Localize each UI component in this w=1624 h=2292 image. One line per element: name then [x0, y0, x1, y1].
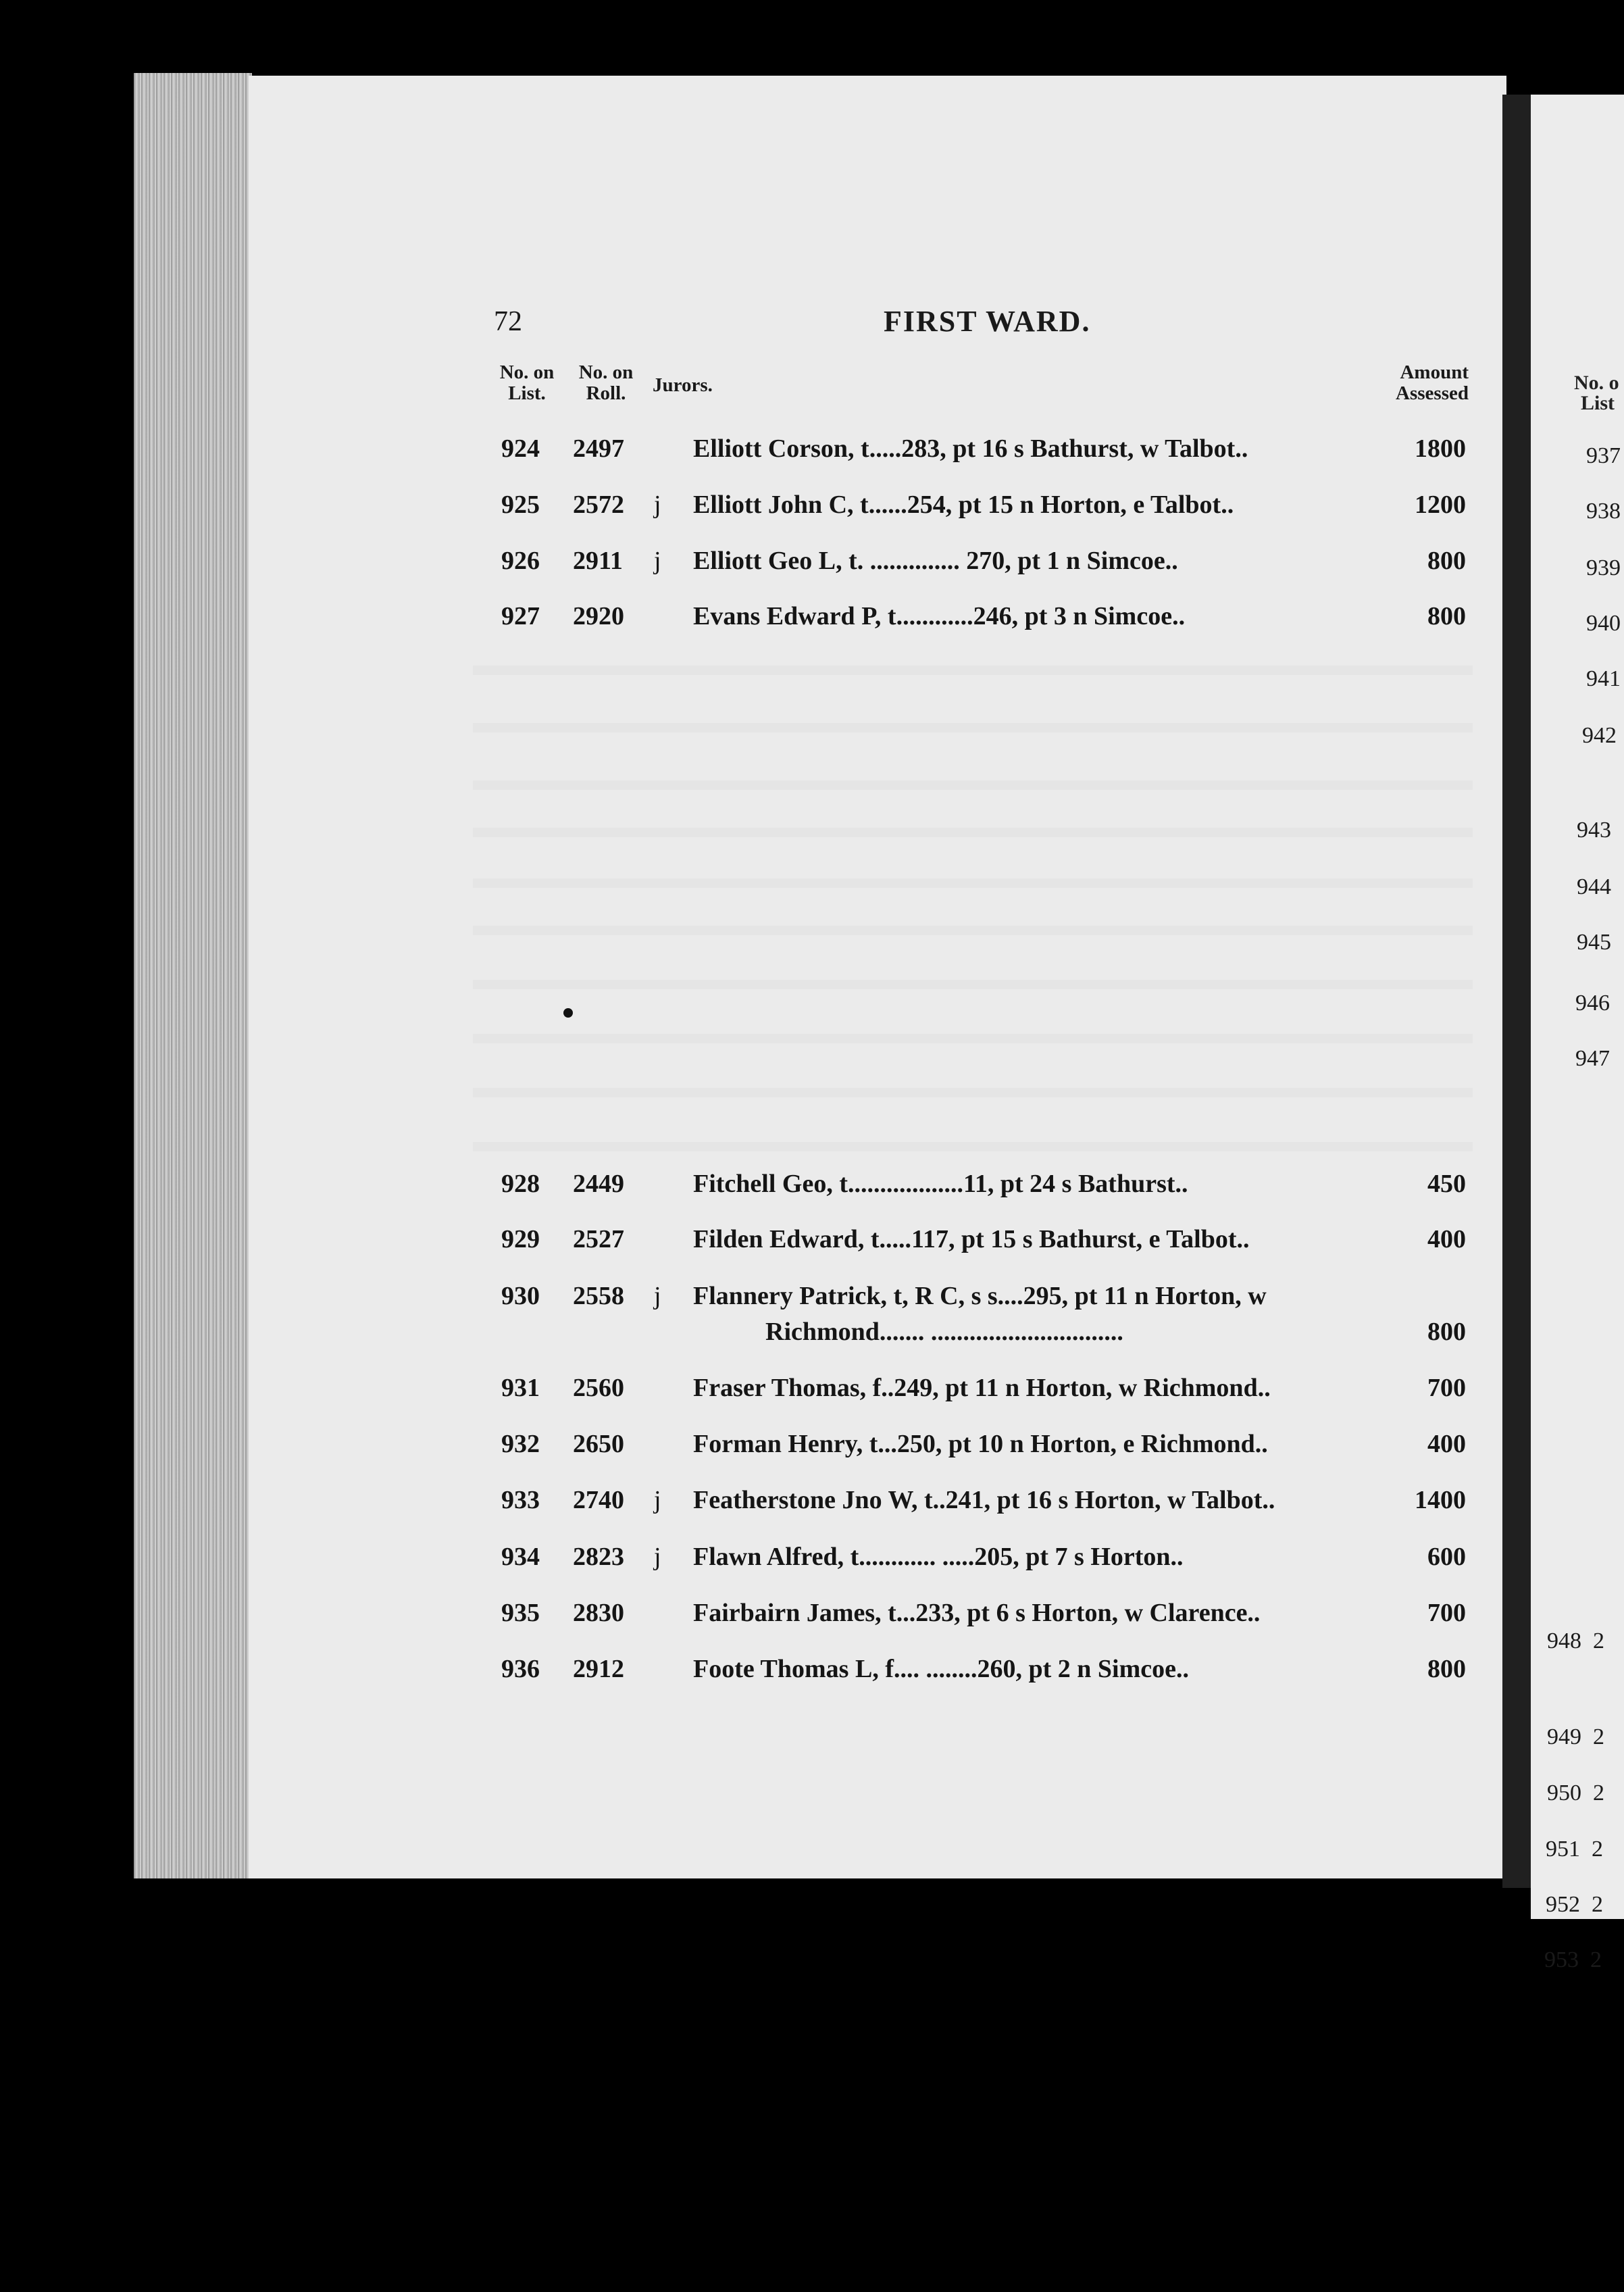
roll-number: 2823 [573, 1543, 624, 1571]
facing-list-number: 941 [1586, 666, 1621, 691]
facing-list-number: 953 [1544, 1947, 1579, 1972]
amount-assessed: 800 [1427, 547, 1466, 575]
facing-row [1546, 1893, 1603, 1916]
amount-assessed: 700 [1427, 1374, 1466, 1402]
bleed-through-line [473, 926, 1473, 935]
roll-number: 2920 [573, 602, 624, 630]
header-amount-line1: Amount [1400, 362, 1469, 383]
bleed-through-line [473, 780, 1473, 790]
entry-text-continuation: Richmond....... .............................. [765, 1318, 1123, 1346]
entry-text: Elliott Geo L, t. .............. 270, pt 1 n Simcoe.. [693, 547, 1178, 575]
juror-flag: j [654, 1486, 661, 1514]
facing-list-number: 948 [1547, 1628, 1581, 1653]
facing-list-number: 942 [1582, 723, 1617, 748]
facing-list-number: 951 [1546, 1837, 1580, 1862]
amount-assessed: 1800 [1415, 434, 1466, 463]
facing-roll-number: 2 [1592, 1837, 1603, 1862]
roll-number: 2912 [573, 1655, 624, 1683]
amount-assessed: 800 [1427, 1655, 1466, 1683]
roll-number: 2572 [573, 491, 624, 519]
list-number: 933 [501, 1486, 540, 1514]
facing-list-number: 949 [1547, 1724, 1581, 1749]
entry-text: Fitchell Geo, t..................11, pt 24 s Bathurst.. [693, 1170, 1188, 1198]
amount-assessed: 800 [1427, 602, 1466, 630]
entry-text: Foote Thomas L, f.... ........260, pt 2 n Simcoe.. [693, 1655, 1189, 1683]
roll-number: 2560 [573, 1374, 624, 1402]
table-row [0, 1597, 1624, 1629]
list-number: 925 [501, 491, 540, 519]
facing-roll-number: 2 [1592, 1892, 1603, 1917]
roll-number: 2911 [573, 547, 623, 575]
roll-number: 2558 [573, 1282, 624, 1310]
table-row [0, 1428, 1624, 1460]
amount-assessed: 800 [1427, 1318, 1466, 1346]
facing-header-line2: List [1581, 392, 1615, 414]
facing-list-number: 950 [1547, 1780, 1581, 1805]
entry-text: Elliott John C, t......254, pt 15 n Horton, e Talbot.. [693, 491, 1234, 519]
list-number: 935 [501, 1599, 540, 1627]
table-row [0, 1223, 1624, 1255]
amount-assessed: 600 [1427, 1543, 1466, 1571]
bleed-through-line [473, 723, 1473, 732]
facing-header-line1: No. o [1574, 372, 1619, 394]
entry-text: Evans Edward P, t............246, pt 3 n Simcoe.. [693, 602, 1186, 630]
roll-number: 2449 [573, 1170, 624, 1198]
header-no-on-list [490, 362, 563, 404]
roll-number: 2650 [573, 1430, 624, 1458]
table-row [0, 1168, 1624, 1200]
table-row [0, 1372, 1624, 1404]
juror-flag: j [654, 1543, 661, 1571]
bleed-through-line [473, 1034, 1473, 1043]
facing-page [1531, 95, 1624, 1972]
facing-roll-number: 2 [1593, 1780, 1604, 1805]
header-no-on-roll [573, 362, 639, 404]
entry-text: Fairbairn James, t...233, pt 6 s Horton, w Clarence.. [693, 1599, 1261, 1627]
list-number: 936 [501, 1655, 540, 1683]
list-number: 932 [501, 1430, 540, 1458]
bleed-through-line [473, 828, 1473, 837]
list-number: 931 [501, 1374, 540, 1402]
list-number: 928 [501, 1170, 540, 1198]
list-number: 924 [501, 434, 540, 463]
header-amount-line2: Assessed [1396, 382, 1469, 404]
amount-assessed: 400 [1427, 1430, 1466, 1458]
header-jurors: Jurors. [653, 374, 713, 396]
facing-row [1544, 1949, 1602, 1972]
entry-text: Fraser Thomas, f..249, pt 11 n Horton, w Richmond.. [693, 1374, 1271, 1402]
entry-text: Flawn Alfred, t............ .....205, pt 7 s Horton.. [693, 1543, 1184, 1571]
list-number: 930 [501, 1282, 540, 1310]
table-row [0, 489, 1624, 524]
facing-row [1547, 1782, 1604, 1805]
facing-roll-number: 2 [1590, 1947, 1602, 1972]
facing-list-number: 938 [1586, 499, 1621, 524]
juror-flag: j [654, 547, 661, 575]
list-number: 927 [501, 602, 540, 630]
facing-list-number: 945 [1577, 930, 1611, 955]
amount-assessed: 450 [1427, 1170, 1466, 1198]
header-list-line1: No. on [499, 362, 555, 383]
entry-text: Featherstone Jno W, t..241, pt 16 s Horton, w Talbot.. [693, 1486, 1275, 1514]
list-number: 929 [501, 1225, 540, 1253]
facing-row [1547, 1630, 1604, 1653]
roll-number: 2527 [573, 1225, 624, 1253]
facing-list-number: 944 [1577, 874, 1611, 899]
facing-list-number: 940 [1586, 611, 1621, 636]
header-roll-line1: No. on [578, 362, 634, 383]
facing-list-number: 946 [1575, 991, 1610, 1016]
bleed-through-line [473, 980, 1473, 989]
facing-list-number: 947 [1575, 1046, 1610, 1071]
table-row-continuation [0, 1316, 1624, 1348]
juror-flag: j [654, 491, 661, 519]
book-spine [1502, 95, 1531, 1888]
facing-list-number: 943 [1577, 818, 1611, 843]
roll-number: 2830 [573, 1599, 624, 1627]
amount-assessed: 700 [1427, 1599, 1466, 1627]
roll-number: 2740 [573, 1486, 624, 1514]
header-roll-line2: Roll. [586, 382, 626, 404]
entry-text: Filden Edward, t.....117, pt 15 s Bathurst, e Talbot.. [693, 1225, 1250, 1253]
bleed-through-line [473, 1088, 1473, 1097]
facing-list-number: 952 [1546, 1892, 1580, 1917]
roll-number: 2497 [573, 434, 624, 463]
table-row [0, 1541, 1624, 1573]
bleed-through-line [473, 878, 1473, 888]
table-row [0, 432, 1624, 465]
header-list-line2: List. [508, 382, 546, 404]
page-title: FIRST WARD. [884, 305, 1091, 338]
amount-assessed: 400 [1427, 1225, 1466, 1253]
table-row [0, 545, 1624, 577]
bleed-through-line [473, 666, 1473, 675]
juror-flag: j [654, 1282, 661, 1310]
facing-list-number: 939 [1586, 555, 1621, 580]
facing-list-number: 937 [1586, 443, 1621, 468]
table-row [0, 1484, 1624, 1516]
table-row [0, 1280, 1624, 1312]
amount-assessed: 1200 [1415, 491, 1466, 519]
amount-assessed: 1400 [1415, 1486, 1466, 1514]
facing-row [1547, 1726, 1604, 1749]
list-number: 934 [501, 1543, 540, 1571]
page-number: 72 [494, 306, 522, 337]
entry-text: Elliott Corson, t.....283, pt 16 s Bathurst, w Talbot.. [693, 434, 1248, 463]
entry-text: Forman Henry, t...250, pt 10 n Horton, e Richmond.. [693, 1430, 1268, 1458]
facing-roll-number: 2 [1593, 1724, 1604, 1749]
ink-spot [563, 1008, 573, 1018]
facing-roll-number: 2 [1593, 1628, 1604, 1653]
bleed-through-line [473, 1142, 1473, 1151]
header-amount-assessed [1371, 362, 1469, 404]
facing-row [1546, 1838, 1603, 1861]
table-row [0, 1653, 1624, 1685]
entry-text: Flannery Patrick, t, R C, s s....295, pt 11 n Horton, w [693, 1282, 1267, 1310]
list-number: 926 [501, 547, 540, 575]
table-row [0, 600, 1624, 632]
